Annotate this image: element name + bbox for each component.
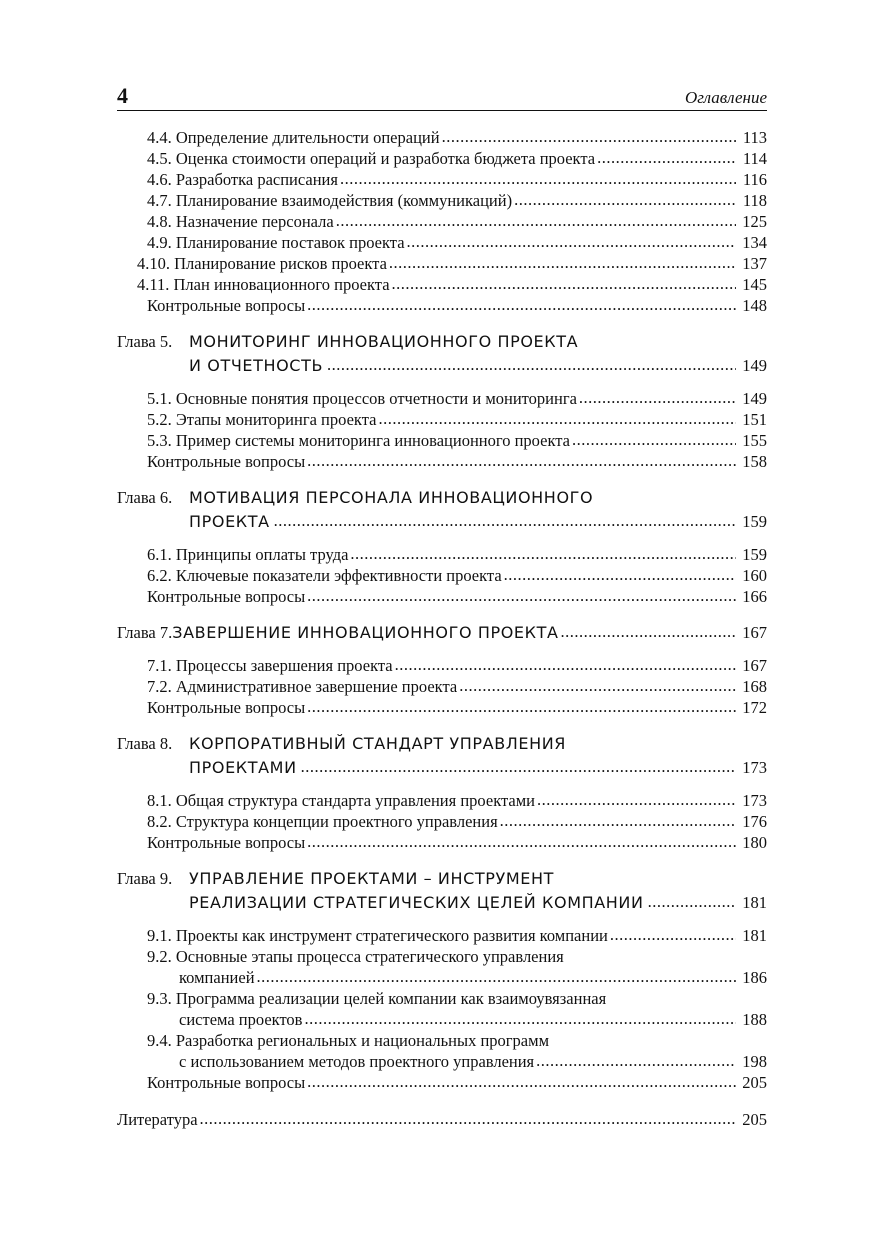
toc-entry	[117, 274, 767, 295]
dot-leader	[459, 675, 736, 696]
chapter-items	[117, 790, 767, 853]
entry-number: 8.2.	[147, 812, 172, 831]
dot-leader	[537, 789, 736, 810]
dot-leader	[200, 1108, 736, 1129]
entry-title: Разработка расписания	[175, 170, 338, 189]
dot-leader	[392, 273, 736, 294]
toc-entry	[117, 409, 767, 430]
dot-leader	[536, 1050, 736, 1071]
entry-page: 181	[742, 926, 767, 945]
chapter-title-line	[117, 867, 767, 891]
entry-number: 4.11.	[137, 275, 170, 294]
dot-leader	[257, 966, 736, 987]
dot-leader	[327, 353, 736, 377]
toc-entry	[117, 1051, 767, 1072]
entry-title: Оценка стоимости операций и разработка бюджета проекта	[175, 149, 596, 168]
chapter-label: Глава 9.	[117, 869, 173, 888]
entry-title: Назначение персонала	[175, 212, 334, 231]
section-chapter-4-items	[117, 127, 767, 316]
entry-number: 4.8.	[147, 212, 172, 231]
entry-title: Контрольные вопросы	[147, 698, 306, 717]
entry-number: 6.1.	[147, 545, 172, 564]
dot-leader	[274, 509, 736, 533]
toc-entry	[117, 451, 767, 472]
entry-number: 5.3.	[147, 431, 172, 450]
entry-title: Процессы завершения проекта	[175, 656, 393, 675]
entry-page: 205	[742, 1073, 767, 1092]
entry-title: Контрольные вопросы	[147, 452, 306, 471]
chapter-items	[117, 925, 767, 1093]
chapter-title-continuation: РЕАЛИЗАЦИИ СТРАТЕГИЧЕСКИХ ЦЕЛЕЙ КОМПАНИИ	[189, 893, 644, 912]
entry-title: Планирование рисков проекта	[174, 254, 387, 273]
entry-page: 180	[742, 833, 767, 852]
dot-leader	[500, 810, 736, 831]
dot-leader	[340, 168, 736, 189]
entry-number: 9.2.	[147, 947, 172, 966]
dot-leader	[307, 831, 736, 852]
chapter-heading	[117, 621, 767, 645]
chapter-items	[117, 388, 767, 472]
entry-title: Программа реализации целей компании как взаимоувязанная	[175, 989, 607, 1008]
dot-leader	[561, 620, 736, 644]
chapter-page: 167	[742, 623, 767, 642]
dot-leader	[504, 564, 736, 585]
chapter-title-continuation: ПРОЕКТА	[189, 512, 270, 531]
entry-title: Контрольные вопросы	[147, 587, 306, 606]
entry-number: 5.1.	[147, 389, 172, 408]
chapter-title-continuation: И ОТЧЕТНОСТЬ	[189, 356, 324, 375]
toc-entry	[117, 832, 767, 853]
toc-entry-line	[117, 988, 767, 1009]
page-header	[117, 84, 767, 111]
chapter-label: Глава 5.	[117, 332, 173, 351]
dot-leader	[407, 231, 736, 252]
dot-leader	[307, 450, 736, 471]
toc-entry	[117, 127, 767, 148]
literature-entry	[117, 1109, 767, 1130]
entry-page: 125	[742, 212, 767, 231]
entry-title: Структура концепции проектного управления	[175, 812, 498, 831]
dot-leader	[307, 1071, 736, 1092]
entry-page: 118	[742, 191, 767, 210]
dot-leader	[514, 189, 736, 210]
chapter-title: ЗАВЕРШЕНИЕ ИННОВАЦИОННОГО ПРОЕКТА	[172, 623, 559, 642]
entry-page: 158	[742, 452, 767, 471]
entry-page: 151	[742, 410, 767, 429]
chapter-title: МОНИТОРИНГ ИННОВАЦИОННОГО ПРОЕКТА	[189, 332, 579, 351]
entry-title: Ключевые показатели эффективности проекта	[175, 566, 502, 585]
entry-title: Основные понятия процессов отчетности и мониторинга	[175, 389, 577, 408]
chapter-title: УПРАВЛЕНИЕ ПРОЕКТАМИ – ИНСТРУМЕНТ	[189, 869, 554, 888]
chapter-title-line	[117, 756, 767, 780]
dot-leader	[336, 210, 736, 231]
entry-number: 8.1.	[147, 791, 172, 810]
chapter-heading	[117, 330, 767, 378]
dot-leader	[301, 755, 736, 779]
entry-title: План инновационного проекта	[173, 275, 390, 294]
entry-title: Общая структура стандарта управления проектами	[175, 791, 536, 810]
entry-page: 149	[742, 389, 767, 408]
entry-title: Разработка региональных и национальных программ	[175, 1031, 550, 1050]
entry-number: 7.2.	[147, 677, 172, 696]
entry-page: 172	[742, 698, 767, 717]
entry-title: Контрольные вопросы	[147, 296, 306, 315]
toc-entry	[117, 1072, 767, 1093]
chapter-page: 181	[742, 893, 767, 912]
toc-entry	[117, 169, 767, 190]
chapter-page: 159	[742, 512, 767, 531]
entry-title: Планирование взаимодействия (коммуникаций)	[175, 191, 513, 210]
toc-entry	[117, 430, 767, 451]
entry-number: 7.1.	[147, 656, 172, 675]
dot-leader	[597, 147, 736, 168]
dot-leader	[395, 654, 736, 675]
chapter-label: Глава 7.	[117, 623, 173, 642]
toc-entry	[117, 655, 767, 676]
entry-page: 168	[742, 677, 767, 696]
dot-leader	[648, 890, 736, 914]
entry-page: 148	[742, 296, 767, 315]
dot-leader	[610, 924, 736, 945]
entry-title-continuation: с использованием методов проектного управления	[179, 1052, 535, 1071]
toc-entry-line	[117, 946, 767, 967]
entry-page: 114	[742, 149, 767, 168]
entry-number: 9.1.	[147, 926, 172, 945]
entry-number: 9.3.	[147, 989, 172, 1008]
toc-entry	[117, 211, 767, 232]
entry-number: 4.6.	[147, 170, 172, 189]
toc-entry	[117, 925, 767, 946]
chapter-title: КОРПОРАТИВНЫЙ СТАНДАРТ УПРАВЛЕНИЯ	[189, 734, 567, 753]
chapter-title-line	[117, 330, 767, 354]
dot-leader	[307, 696, 736, 717]
entry-page: 188	[742, 1010, 767, 1029]
chapter-page: 173	[742, 758, 767, 777]
toc-entry	[117, 295, 767, 316]
toc-entry-line	[117, 1030, 767, 1051]
entry-title: Контрольные вопросы	[147, 833, 306, 852]
literature-title: Литература	[117, 1110, 198, 1129]
chapter-items	[117, 655, 767, 718]
entry-page: 116	[742, 170, 767, 189]
chapter-label: Глава 8.	[117, 734, 173, 753]
toc-entry	[117, 811, 767, 832]
dot-leader	[572, 429, 736, 450]
dot-leader	[304, 1008, 736, 1029]
entry-page: 198	[742, 1052, 767, 1071]
entry-number: 6.2.	[147, 566, 172, 585]
dot-leader	[307, 585, 736, 606]
toc-entry	[117, 148, 767, 169]
entry-page: 145	[742, 275, 767, 294]
entry-title: Проекты как инструмент стратегического развития компании	[175, 926, 608, 945]
entry-number: 9.4.	[147, 1031, 172, 1050]
entry-title-continuation: система проектов	[179, 1010, 303, 1029]
toc-entry	[117, 586, 767, 607]
chapter-page: 149	[742, 356, 767, 375]
chapter-heading	[117, 732, 767, 780]
toc-entry	[117, 697, 767, 718]
chapter-title-line	[117, 732, 767, 756]
entry-title: Основные этапы процесса стратегического управления	[175, 947, 564, 966]
entry-title: Принципы оплаты труда	[175, 545, 349, 564]
entry-title: Этапы мониторинга проекта	[175, 410, 377, 429]
entry-title: Административное завершение проекта	[175, 677, 458, 696]
chapter-title-line	[117, 486, 767, 510]
entry-number: 4.5.	[147, 149, 172, 168]
chapter-title: МОТИВАЦИЯ ПЕРСОНАЛА ИННОВАЦИОННОГО	[189, 488, 594, 507]
entry-number: 4.7.	[147, 191, 172, 210]
entry-title: Пример системы мониторинга инновационного проекта	[175, 431, 570, 450]
dot-leader	[350, 543, 736, 564]
toc-entry	[117, 253, 767, 274]
toc-entry	[117, 388, 767, 409]
dot-leader	[307, 294, 736, 315]
entry-page: 167	[742, 656, 767, 675]
entry-page: 137	[742, 254, 767, 273]
dot-leader	[442, 126, 736, 147]
dot-leader	[579, 387, 736, 408]
chapter-label: Глава 6.	[117, 488, 173, 507]
literature-page: 205	[742, 1110, 767, 1129]
entry-page: 134	[742, 233, 767, 252]
entry-page: 159	[742, 545, 767, 564]
dot-leader	[378, 408, 736, 429]
entry-number: 4.9.	[147, 233, 172, 252]
chapter-title-line	[117, 621, 767, 645]
toc-entry	[117, 676, 767, 697]
entry-page: 155	[742, 431, 767, 450]
entry-title-continuation: компанией	[179, 968, 255, 987]
entry-title: Планирование поставок проекта	[175, 233, 405, 252]
dot-leader	[389, 252, 736, 273]
chapter-title-line	[117, 354, 767, 378]
entry-page: 113	[742, 128, 767, 147]
page-number: 4	[117, 83, 128, 108]
entry-title: Контрольные вопросы	[147, 1073, 306, 1092]
running-title: Оглавление	[684, 88, 767, 107]
toc-entry	[117, 1009, 767, 1030]
chapter-items	[117, 544, 767, 607]
toc-entry	[117, 232, 767, 253]
toc-entry	[117, 190, 767, 211]
entry-number: 4.10.	[137, 254, 170, 273]
chapter-heading	[117, 486, 767, 534]
chapter-title-line	[117, 510, 767, 534]
toc-entry	[117, 790, 767, 811]
entry-page: 173	[742, 791, 767, 810]
entry-number: 5.2.	[147, 410, 172, 429]
entry-page: 166	[742, 587, 767, 606]
entry-page: 186	[742, 968, 767, 987]
chapter-title-line	[117, 891, 767, 915]
chapter-heading	[117, 867, 767, 915]
entry-page: 160	[742, 566, 767, 585]
chapter-title-continuation: ПРОЕКТАМИ	[189, 758, 297, 777]
entry-number: 4.4.	[147, 128, 172, 147]
toc-entry	[117, 544, 767, 565]
entry-page: 176	[742, 812, 767, 831]
entry-title: Определение длительности операций	[175, 128, 440, 147]
toc-entry	[117, 967, 767, 988]
table-of-contents	[117, 127, 767, 1130]
toc-entry	[117, 565, 767, 586]
